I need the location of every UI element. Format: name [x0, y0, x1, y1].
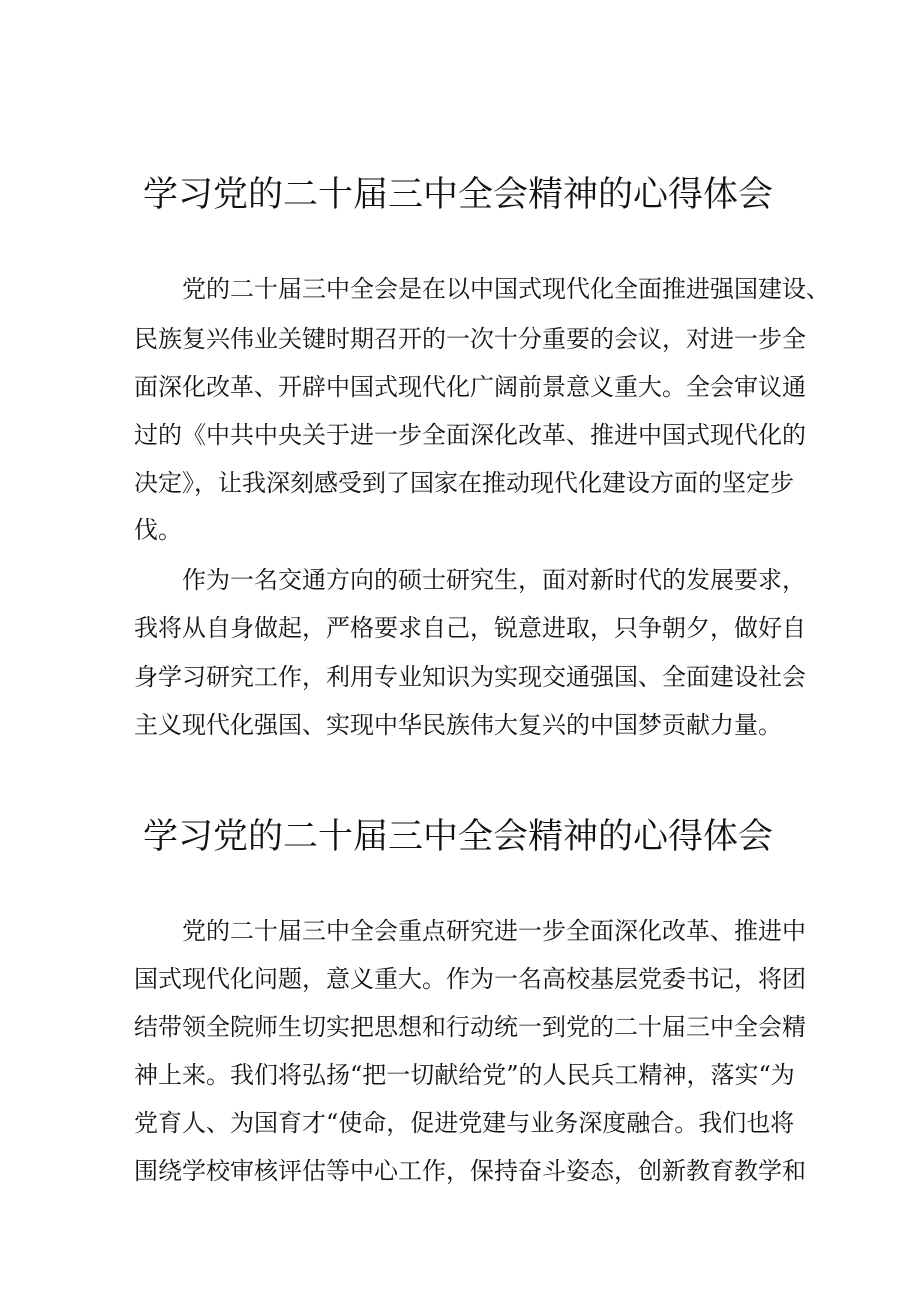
section-2-title: 学习党的二十届三中全会精神的心得体会 — [143, 817, 774, 857]
paragraph-line: 作为一名交通方向的硕士研究生，面对新时代的发展要求， — [182, 566, 806, 594]
paragraph-line: 党育人、为国育才“使命，促进党建与业务深度融合。我们也将 — [134, 1109, 795, 1137]
paragraph-line: 伐。 — [134, 516, 182, 544]
paragraph-line: 过的《中共中央关于进一步全面深化改革、推进中国式现代化的 — [134, 421, 806, 449]
paragraph-line: 身学习研究工作，利用专业知识为实现交通强国、全面建设社会 — [134, 663, 806, 691]
paragraph-line: 决定》，让我深刻感受到了国家在推动现代化建设方面的坚定步 — [134, 469, 794, 497]
paragraph-line: 我将从自身做起，严格要求自己，锐意进取，只争朝夕，做好自 — [134, 614, 806, 642]
paragraph-line: 党的二十届三中全会是在以中国式现代化全面推进强国建设、 — [182, 275, 830, 303]
paragraph-line: 国式现代化问题，意义重大。作为一名高校基层党委书记，将团 — [134, 965, 806, 993]
paragraph-line: 围绕学校审核评估等中心工作，保持奋斗姿态，创新教育教学和 — [134, 1157, 806, 1185]
paragraph-line: 结带领全院师生切实把思想和行动统一到党的二十届三中全会精 — [134, 1013, 806, 1041]
paragraph-line: 面深化改革、开辟中国式现代化广阔前景意义重大。全会审议通 — [134, 373, 806, 401]
paragraph-line: 神上来。我们将弘扬“把一切献给党”的人民兵工精神，落实“为 — [134, 1061, 795, 1089]
paragraph-line: 主义现代化强国、实现中华民族伟大复兴的中国梦贡献力量。 — [134, 711, 782, 739]
paragraph-line: 民族复兴伟业关键时期召开的一次十分重要的会议，对进一步全 — [134, 325, 806, 353]
section-1-title: 学习党的二十届三中全会精神的心得体会 — [143, 175, 774, 215]
paragraph-line: 党的二十届三中全会重点研究进一步全面深化改革、推进中 — [182, 917, 806, 945]
